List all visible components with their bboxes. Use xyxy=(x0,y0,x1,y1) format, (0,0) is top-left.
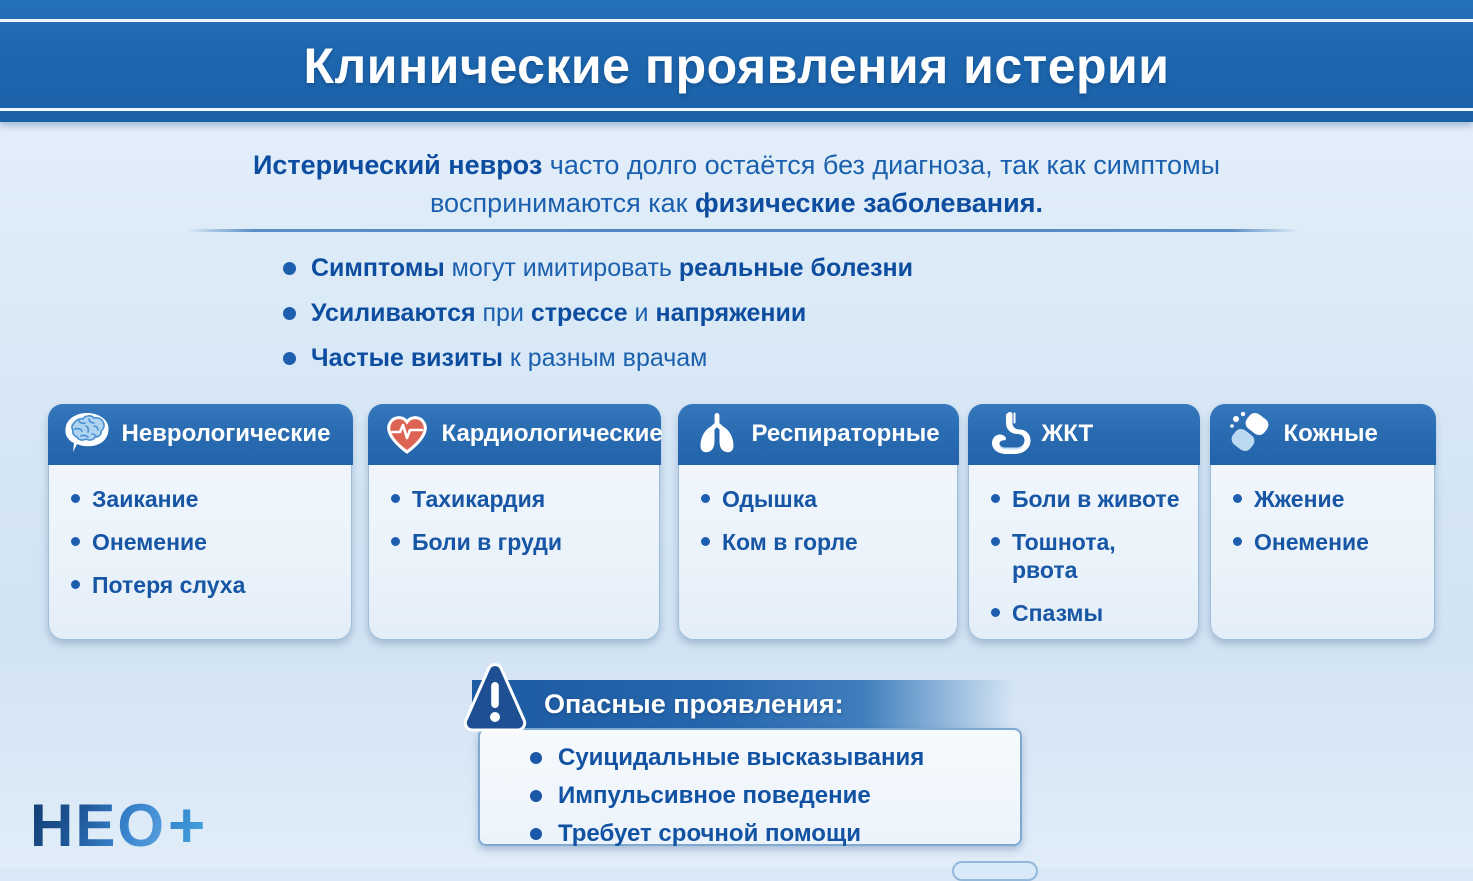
symptom-item: Тахикардия xyxy=(391,485,645,513)
bullet-dot-icon xyxy=(991,494,1000,503)
category-card-header xyxy=(48,404,353,465)
category-title: Кожные xyxy=(1283,420,1378,447)
bullet-dot-icon xyxy=(283,352,296,365)
intro-segment: часто долго остаётся без диагноза, так как симптомы воспринимаются как xyxy=(430,150,1221,218)
bullet-dot-icon xyxy=(701,494,710,503)
bullet-dot-icon xyxy=(530,790,542,802)
category-card-header xyxy=(368,404,661,465)
bullet-dot-icon xyxy=(71,537,80,546)
category-card-header xyxy=(1210,404,1436,465)
category-card-gastrointestinal xyxy=(968,404,1199,640)
symptom-item: Одышка xyxy=(701,485,943,513)
bullet-dot-icon xyxy=(1233,494,1242,503)
symptom-item: Жжение xyxy=(1233,485,1420,513)
neo-plus-logo xyxy=(30,788,205,862)
intro-paragraph xyxy=(157,146,1317,222)
category-card-header xyxy=(678,404,959,465)
intro-segment: . xyxy=(1035,188,1043,218)
stomach-icon xyxy=(981,410,1033,458)
bullet-dot-icon xyxy=(530,828,542,840)
category-title: Кардиологические xyxy=(441,420,663,447)
category-card-respiratory xyxy=(678,404,958,640)
category-card-cardiological xyxy=(368,404,663,640)
bullet-dot-icon xyxy=(991,608,1000,617)
key-point-text: Усиливаются при стрессе и напряжении xyxy=(311,299,807,327)
category-card-header xyxy=(968,404,1200,465)
category-title: Неврологические xyxy=(121,420,331,447)
key-point xyxy=(283,299,913,328)
heart-icon xyxy=(381,410,433,458)
page-title: Клинические проявления истерии xyxy=(303,37,1170,94)
title-band xyxy=(0,0,1473,122)
divider-line xyxy=(186,229,1298,232)
bullet-dot-icon xyxy=(283,307,296,320)
symptom-item: Онемение xyxy=(1233,528,1420,556)
bullet-dot-icon xyxy=(391,537,400,546)
key-point xyxy=(283,254,913,283)
warning-icon xyxy=(452,660,538,738)
lungs-icon xyxy=(691,410,743,458)
warning-items xyxy=(530,743,1010,848)
warning-card xyxy=(478,728,1022,846)
warning-item: Импульсивное поведение xyxy=(530,781,1010,810)
category-title: Респираторные xyxy=(751,420,940,447)
warning-title: Опасные проявления: xyxy=(544,688,844,719)
symptom-item: Онемение xyxy=(71,528,337,556)
logo-text: НЕО xyxy=(30,791,167,859)
warning-item: Требует срочной помощи xyxy=(530,819,1010,848)
bullet-dot-icon xyxy=(391,494,400,503)
warning-item: Суицидальные высказывания xyxy=(530,743,1010,772)
category-card-skin xyxy=(1210,404,1435,640)
key-point-text: Симптомы могут имитировать реальные болезни xyxy=(311,254,913,282)
bullet-dot-icon xyxy=(530,752,542,764)
key-point xyxy=(283,344,913,373)
key-point-text: Частые визиты к разным врачам xyxy=(311,344,708,372)
warning-header-band xyxy=(472,680,1030,728)
bullet-dot-icon xyxy=(1233,537,1242,546)
symptom-item: Тошнота, рвота xyxy=(991,528,1184,584)
bullet-dot-icon xyxy=(991,537,1000,546)
symptom-item: Боли в груди xyxy=(391,528,645,556)
symptom-item: Ком в горле xyxy=(701,528,943,556)
bullet-dot-icon xyxy=(71,580,80,589)
symptom-item: Заикание xyxy=(71,485,337,513)
bullet-dot-icon xyxy=(71,494,80,503)
category-title: ЖКТ xyxy=(1041,420,1094,447)
intro-segment: физические заболевания xyxy=(694,188,1036,218)
bullet-dot-icon xyxy=(283,262,296,275)
plus-icon: + xyxy=(168,789,206,861)
bullet-dot-icon xyxy=(701,537,710,546)
key-points-list xyxy=(283,254,913,389)
decorative-pill-cutoff xyxy=(952,861,1038,881)
symptom-item: Боли в животе xyxy=(991,485,1184,513)
skin-icon xyxy=(1223,410,1275,458)
symptom-item: Потеря слуха xyxy=(71,571,337,599)
symptom-item: Спазмы xyxy=(991,599,1184,627)
category-card-neurological xyxy=(48,404,352,640)
intro-segment: Истерический невроз xyxy=(252,150,543,180)
brain-icon xyxy=(61,410,113,458)
